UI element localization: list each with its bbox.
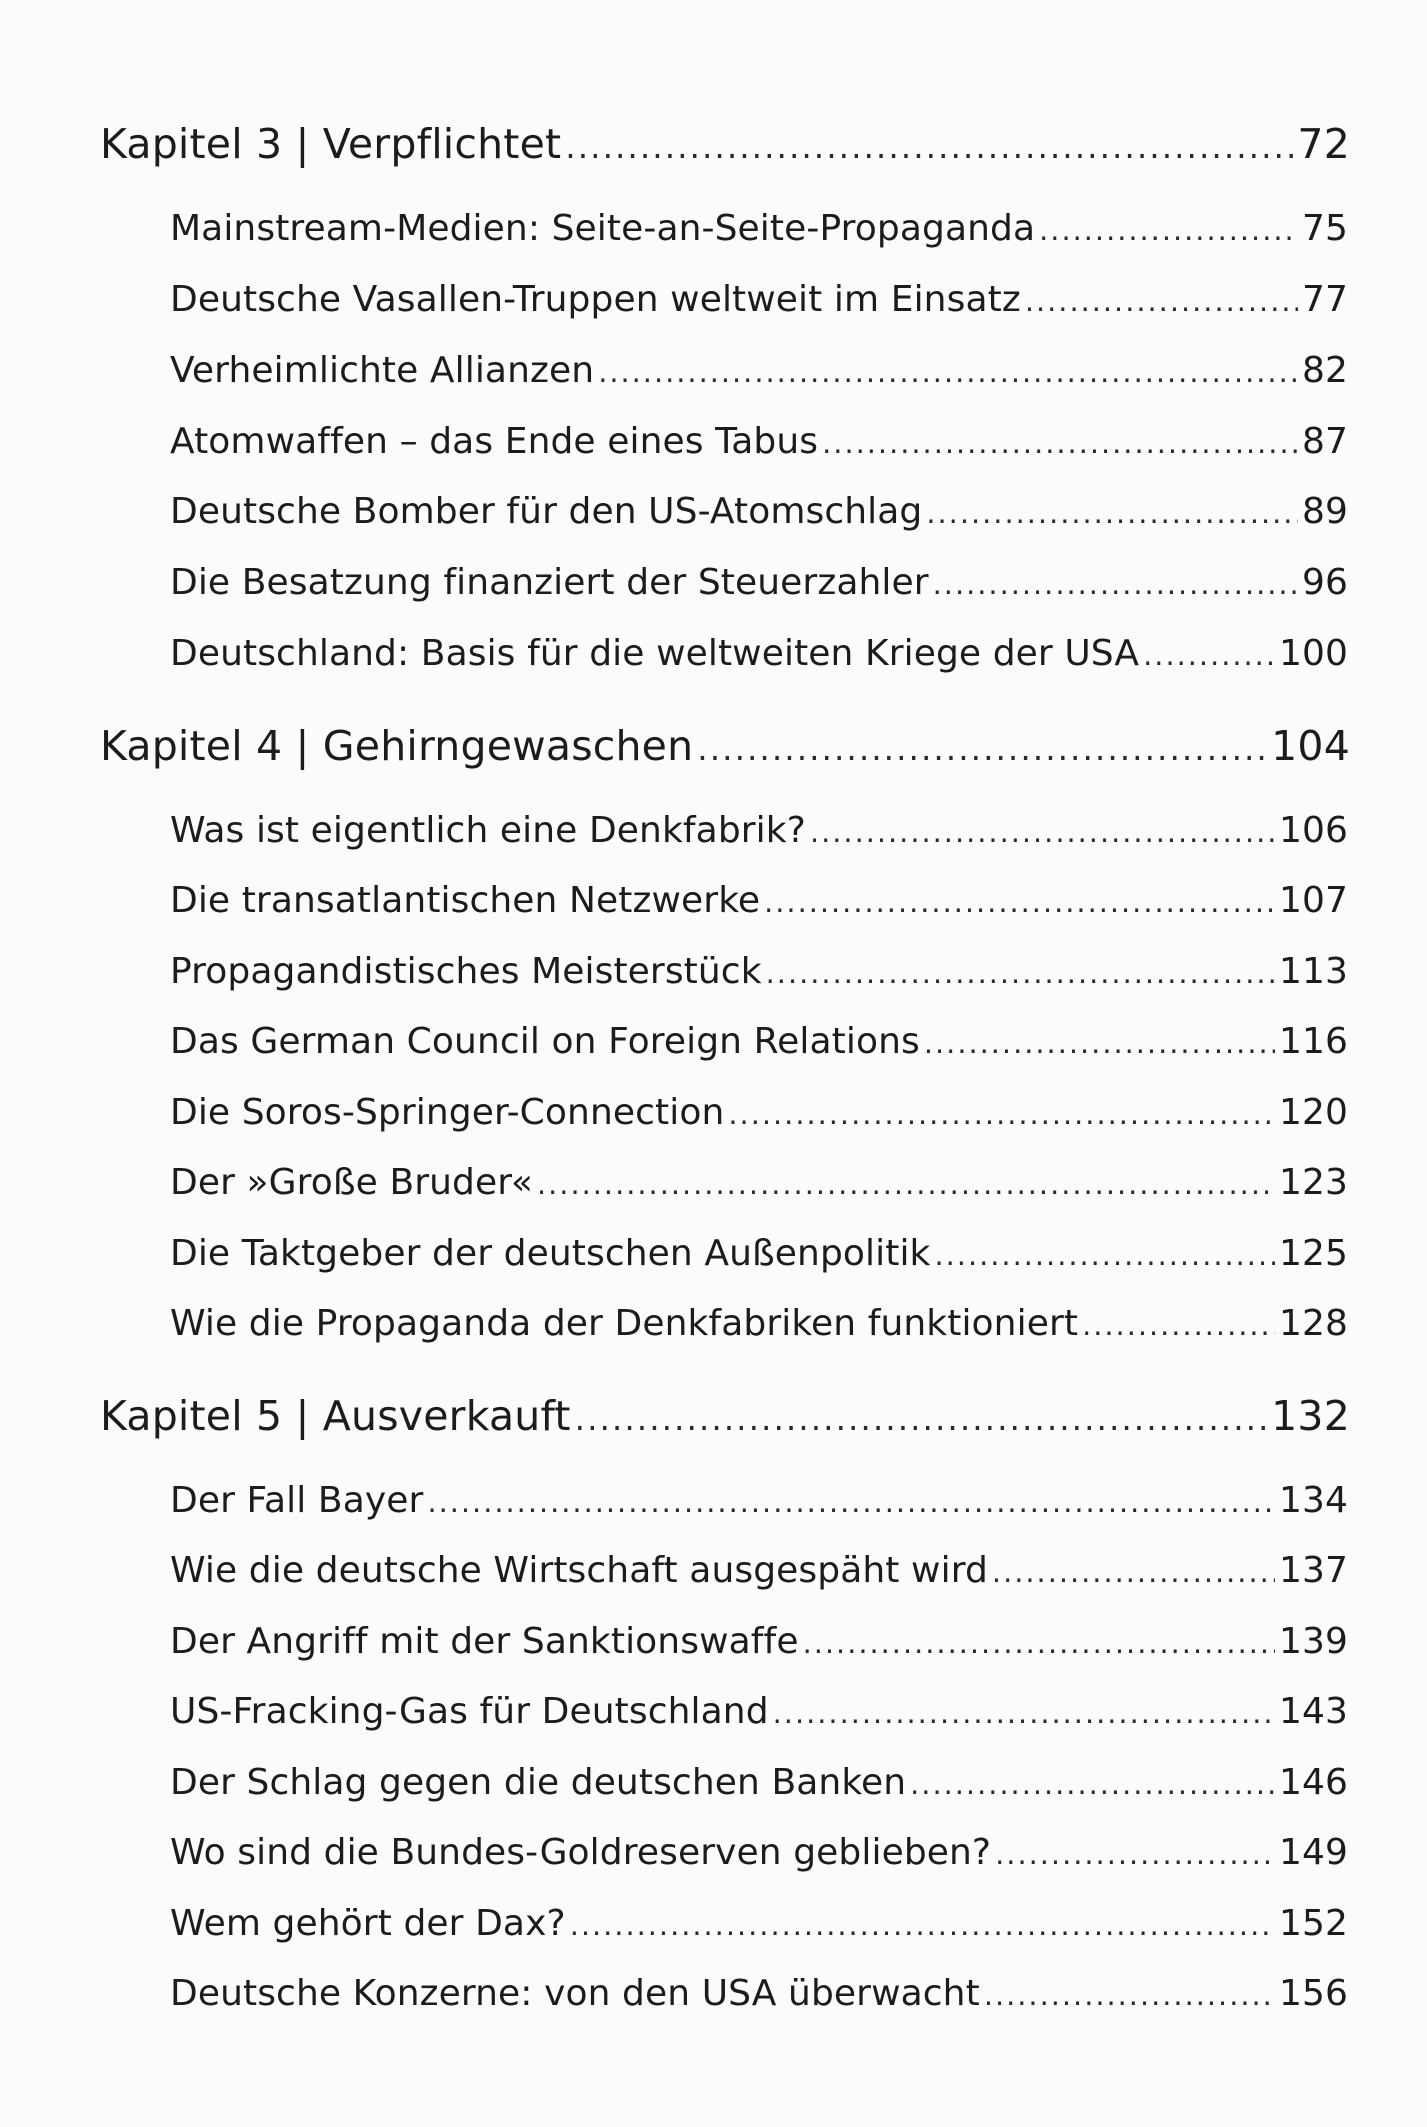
section-page-number: 137	[1278, 1550, 1348, 1591]
chapter-page-number: 104	[1271, 722, 1350, 770]
chapter-3-entry	[100, 120, 1350, 168]
chapter-5-entry	[100, 1392, 1350, 1440]
section-title: Der Angriff mit der Sanktionswaffe	[170, 1621, 799, 1662]
dot-leader	[1143, 638, 1275, 672]
section-entry	[170, 1550, 1348, 1591]
section-entry	[170, 1021, 1348, 1062]
section-title: Deutsche Konzerne: von den USA überwacht	[170, 1973, 980, 2014]
section-entry	[170, 350, 1348, 391]
dot-leader	[926, 496, 1298, 530]
section-page-number: 82	[1301, 350, 1348, 391]
dot-leader	[728, 1097, 1275, 1131]
section-page-number: 77	[1301, 279, 1348, 320]
section-title: Wie die Propaganda der Denkfabriken funktioniert	[170, 1303, 1079, 1344]
dot-leader	[575, 1400, 1267, 1438]
section-title: Deutschland: Basis für die weltweiten Kriege der USA	[170, 633, 1140, 674]
section-page-number: 87	[1301, 421, 1348, 462]
section-title: Der Schlag gegen die deutschen Banken	[170, 1762, 907, 1803]
dot-leader	[910, 1767, 1275, 1801]
section-title: US-Fracking-Gas für Deutschland	[170, 1691, 769, 1732]
section-entry	[170, 1832, 1348, 1873]
section-entry	[170, 562, 1348, 603]
section-entry	[170, 208, 1348, 249]
dot-leader	[1082, 1308, 1275, 1342]
section-entry	[170, 1903, 1348, 1944]
section-title: Mainstream-Medien: Seite-an-Seite-Propaganda	[170, 208, 1036, 249]
section-page-number: 106	[1278, 810, 1348, 851]
section-page-number: 156	[1278, 1973, 1348, 2014]
section-title: Wie die deutsche Wirtschaft ausgespäht wird	[170, 1550, 988, 1591]
section-title: Die Taktgeber der deutschen Außenpolitik	[170, 1233, 931, 1274]
dot-leader	[773, 1696, 1275, 1730]
dot-leader	[766, 956, 1275, 990]
section-entry	[170, 1233, 1348, 1274]
dot-leader	[924, 1026, 1275, 1060]
section-entry	[170, 1762, 1348, 1803]
section-title: Der »Große Bruder«	[170, 1162, 533, 1203]
section-page-number: 113	[1278, 951, 1348, 992]
section-title: Die transatlantischen Netzwerke	[170, 880, 761, 921]
dot-leader	[1025, 284, 1298, 318]
section-page-number: 100	[1278, 633, 1348, 674]
section-title: Der Fall Bayer	[170, 1480, 424, 1521]
dot-leader	[537, 1167, 1275, 1201]
dot-leader	[697, 730, 1267, 768]
section-page-number: 116	[1278, 1021, 1348, 1062]
section-page-number: 146	[1278, 1762, 1348, 1803]
section-page-number: 125	[1278, 1233, 1348, 1274]
dot-leader	[935, 1238, 1275, 1272]
section-title: Atomwaffen – das Ende eines Tabus	[170, 421, 819, 462]
dot-leader	[598, 355, 1298, 389]
section-entry	[170, 1092, 1348, 1133]
section-entry	[170, 880, 1348, 921]
section-entry	[170, 1303, 1348, 1344]
section-title: Die Besatzung finanziert der Steuerzahler	[170, 562, 929, 603]
section-title: Die Soros-Springer-Connection	[170, 1092, 725, 1133]
section-entry	[170, 1162, 1348, 1203]
dot-leader	[822, 426, 1298, 460]
section-entry	[170, 810, 1348, 851]
chapter-title: Kapitel 4 | Gehirngewaschen	[100, 722, 694, 770]
section-entry	[170, 1973, 1348, 2014]
dot-leader	[565, 128, 1293, 166]
section-entry	[170, 279, 1348, 320]
section-title: Verheimlichte Allianzen	[170, 350, 595, 391]
section-entry	[170, 633, 1348, 674]
dot-leader	[803, 1626, 1275, 1660]
section-title: Deutsche Vasallen-Truppen weltweit im Einsatz	[170, 279, 1021, 320]
dot-leader	[427, 1485, 1275, 1519]
section-page-number: 139	[1278, 1621, 1348, 1662]
section-entry	[170, 951, 1348, 992]
section-page-number: 89	[1301, 491, 1348, 532]
dot-leader	[933, 567, 1298, 601]
section-page-number: 123	[1278, 1162, 1348, 1203]
section-title: Das German Council on Foreign Relations	[170, 1021, 920, 1062]
section-entry	[170, 491, 1348, 532]
section-page-number: 75	[1301, 208, 1348, 249]
dot-leader	[764, 885, 1275, 919]
section-title: Wem gehört der Dax?	[170, 1903, 566, 1944]
section-page-number: 149	[1278, 1832, 1348, 1873]
chapter-page-number: 72	[1297, 120, 1350, 168]
section-page-number: 134	[1278, 1480, 1348, 1521]
section-entry	[170, 1691, 1348, 1732]
section-page-number: 128	[1278, 1303, 1348, 1344]
chapter-title: Kapitel 3 | Verpflichtet	[100, 120, 562, 168]
section-page-number: 152	[1278, 1903, 1348, 1944]
section-entry	[170, 421, 1348, 462]
section-title: Was ist eigentlich eine Denkfabrik?	[170, 810, 806, 851]
section-title: Propagandistisches Meisterstück	[170, 951, 762, 992]
chapter-page-number: 132	[1271, 1392, 1350, 1440]
dot-leader	[992, 1555, 1275, 1589]
dot-leader	[1039, 213, 1298, 247]
dot-leader	[984, 1978, 1275, 2012]
section-entry	[170, 1621, 1348, 1662]
section-entry	[170, 1480, 1348, 1521]
dot-leader	[570, 1908, 1275, 1942]
chapter-4-entry	[100, 722, 1350, 770]
dot-leader	[995, 1837, 1275, 1871]
section-page-number: 120	[1278, 1092, 1348, 1133]
section-title: Deutsche Bomber für den US-Atomschlag	[170, 491, 923, 532]
section-title: Wo sind die Bundes-Goldreserven geblieben?	[170, 1832, 992, 1873]
chapter-title: Kapitel 5 | Ausverkauft	[100, 1392, 571, 1440]
section-page-number: 143	[1278, 1691, 1348, 1732]
section-page-number: 96	[1301, 562, 1348, 603]
section-page-number: 107	[1278, 880, 1348, 921]
dot-leader	[810, 815, 1275, 849]
